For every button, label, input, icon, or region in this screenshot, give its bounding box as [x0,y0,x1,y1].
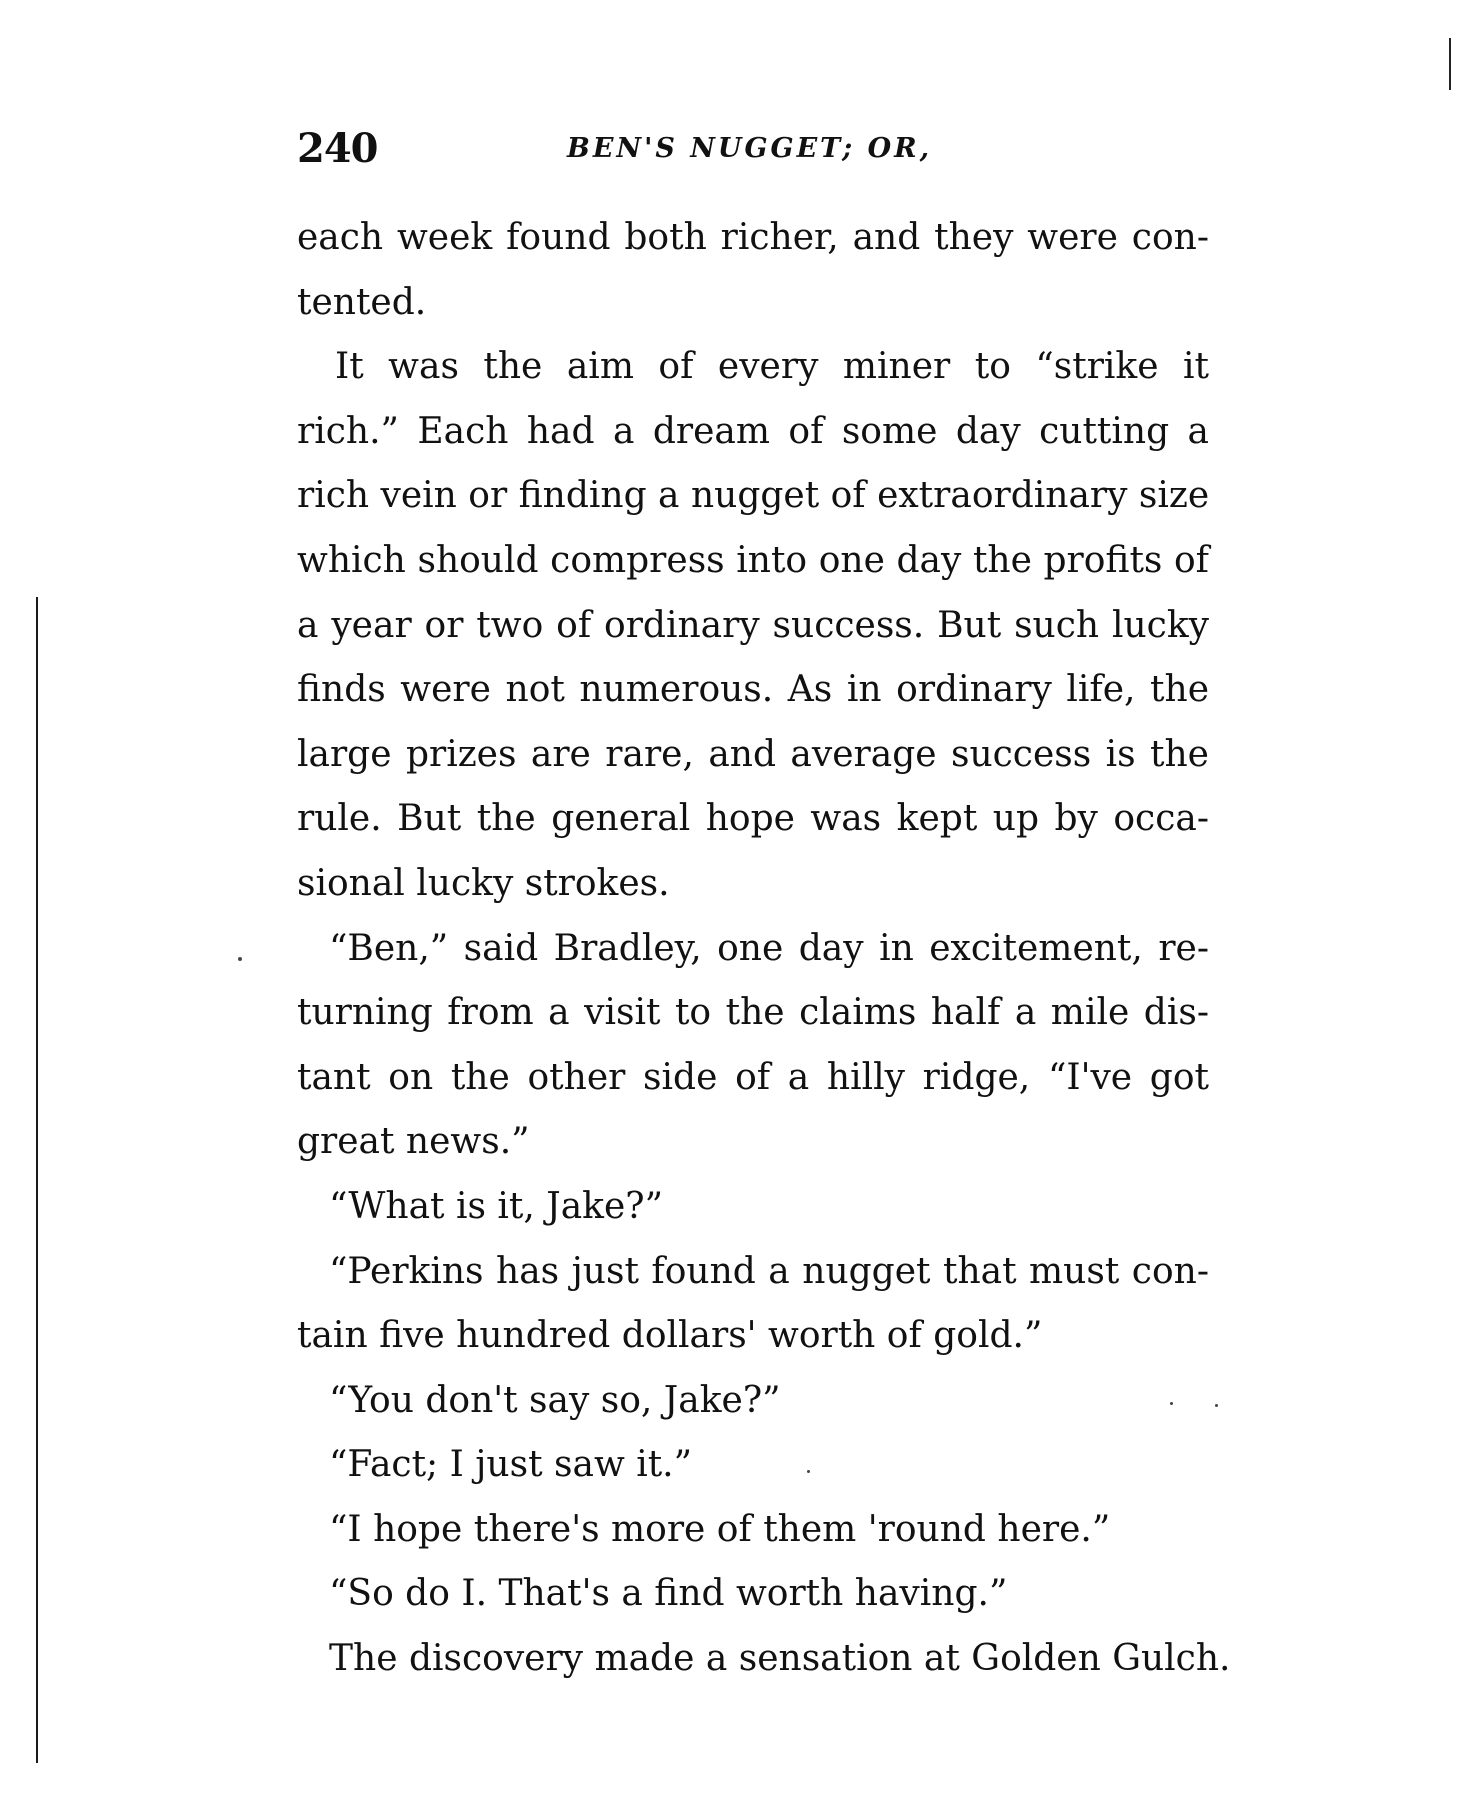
text-line: rich.” Each had a dream of some day cutting a [297,410,1209,452]
text-line: sional lucky strokes. [297,862,670,904]
text-line: tain five hundred dollars' worth of gold.” [297,1315,1043,1357]
paragraph-start-line: “Perkins has just found a nugget that must con- [329,1250,1209,1292]
scan-speck [1215,1404,1218,1407]
text-line: which should compress into one day the profits of [297,539,1209,581]
dialogue-line: “You don't say so, Jake?” [329,1379,781,1421]
text-line: finds were not numerous. As in ordinary life, the [297,669,1209,711]
dialogue-line: “I hope there's more of them 'round here.” [329,1508,1111,1550]
page-number: 240 [297,125,378,172]
text-line: large prizes are rare, and average success is the [297,733,1209,775]
text-line: great news.” [297,1121,530,1163]
text-line: turning from a visit to the claims half a mile dis- [297,992,1209,1034]
paragraph-start-line: The discovery made a sensation at Golden Gulch. [329,1638,1231,1680]
text-line: tented. [297,281,427,323]
scan-speck [238,957,242,961]
text-line: tant on the other side of a hilly ridge, “I've got [297,1056,1209,1098]
text-line: each week found both richer, and they were con- [297,217,1209,258]
paragraph-start-line: “Ben,” said Bradley, one day in excitement, re- [329,927,1209,969]
body-text [297,206,1231,1692]
scan-margin-line [36,597,38,1763]
dialogue-line: “So do I. That's a find worth having.” [329,1573,1008,1615]
dialogue-line: “What is it, Jake?” [329,1185,663,1227]
text-line: rich vein or finding a nugget of extraordinary size [297,475,1210,517]
paragraph-start-line: It was the aim of every miner to “strike it [335,346,1209,388]
text-line: rule. But the general hope was kept up by occa- [297,798,1209,840]
scan-edge-mark [1449,38,1451,90]
dialogue-line: “Fact; I just saw it.” [329,1444,693,1486]
text-line: a year or two of ordinary success. But such lucky [297,604,1209,646]
page-header [297,125,1217,181]
running-head: BEN'S NUGGET; OR, [567,133,933,164]
